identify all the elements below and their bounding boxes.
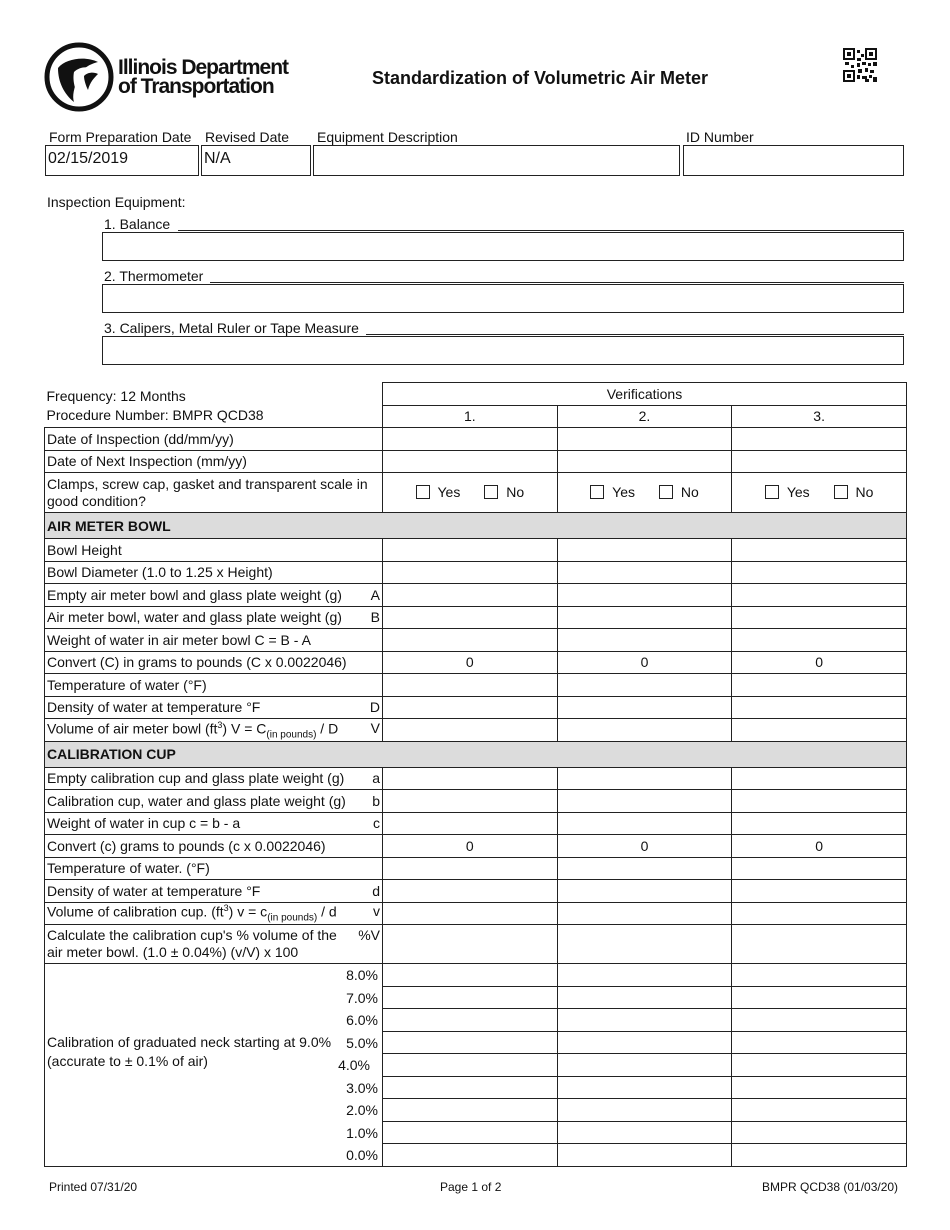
procedure-number-text: Procedure Number: BMPR QCD38 — [46, 406, 264, 423]
input-cell[interactable] — [383, 986, 558, 1009]
bowl-height-label: Bowl Height — [45, 539, 383, 562]
input-cell[interactable] — [557, 606, 732, 629]
no-checkbox-3[interactable] — [834, 484, 874, 500]
convert-c-value-1: 0 — [383, 835, 558, 858]
air-meter-bowl-section: AIR METER BOWL — [45, 513, 907, 539]
thermometer-label: 2. Thermometer — [104, 268, 204, 284]
date-next-inspection-label: Date of Next Inspection (mm/yy) — [45, 450, 383, 473]
convert-C-value-1: 0 — [383, 651, 558, 674]
calipers-underline — [366, 334, 904, 335]
input-cell[interactable] — [732, 696, 907, 719]
input-cell[interactable] — [557, 964, 732, 987]
column-header-1: 1. — [383, 405, 558, 428]
input-cell[interactable] — [557, 561, 732, 584]
checkbox-icon[interactable] — [590, 485, 604, 499]
input-cell[interactable] — [557, 1009, 732, 1032]
input-cell[interactable] — [383, 857, 558, 880]
qr-code-icon — [843, 48, 877, 82]
input-cell[interactable] — [557, 450, 732, 473]
input-cell[interactable] — [732, 880, 907, 903]
input-cell[interactable] — [732, 790, 907, 813]
input-cell[interactable] — [383, 1121, 558, 1144]
neck-percent: 8.0% — [346, 967, 378, 983]
equipment-description-label: Equipment Description — [317, 129, 458, 145]
input-cell[interactable] — [732, 450, 907, 473]
input-cell[interactable] — [383, 450, 558, 473]
density-D-label: Density of water at temperature °F — [47, 699, 261, 716]
input-cell[interactable] — [557, 719, 732, 742]
input-cell[interactable] — [732, 986, 907, 1009]
convert-c-label: Convert (c) grams to pounds (c x 0.0022046) — [45, 835, 383, 858]
table-row — [45, 651, 907, 674]
date-inspection-label: Date of Inspection (dd/mm/yy) — [45, 428, 383, 451]
input-cell[interactable] — [732, 428, 907, 451]
bowl-diameter-label: Bowl Diameter (1.0 to 1.25 x Height) — [45, 561, 383, 584]
convert-c-value-2: 0 — [557, 835, 732, 858]
input-cell[interactable] — [557, 790, 732, 813]
frequency-text: Frequency: 12 Months — [46, 387, 186, 404]
input-cell[interactable] — [557, 696, 732, 719]
letter-pctV: %V — [358, 927, 380, 943]
no-label: No — [506, 483, 525, 500]
input-cell[interactable] — [732, 539, 907, 562]
input-cell[interactable] — [557, 1144, 732, 1167]
balance-underline — [178, 230, 904, 231]
input-cell[interactable] — [557, 1076, 732, 1099]
convert-C-value-3: 0 — [732, 651, 907, 674]
input-cell[interactable] — [732, 1076, 907, 1099]
table-row — [45, 880, 907, 903]
input-cell[interactable] — [383, 674, 558, 697]
neck-calibration-cell — [45, 964, 383, 1167]
table-row — [45, 719, 907, 742]
input-cell[interactable] — [383, 880, 558, 903]
neck-percent: 4.0% — [338, 1057, 370, 1073]
input-cell[interactable] — [557, 674, 732, 697]
id-number-label: ID Number — [686, 129, 754, 145]
frequency-procedure-cell — [45, 383, 383, 428]
input-cell[interactable] — [557, 902, 732, 925]
input-cell[interactable] — [383, 767, 558, 790]
no-checkbox-1[interactable] — [484, 484, 524, 500]
column-header-2: 2. — [557, 405, 732, 428]
letter-B: B — [370, 609, 380, 626]
convert-C-value-2: 0 — [557, 651, 732, 674]
table-row — [45, 606, 907, 629]
input-cell[interactable] — [732, 606, 907, 629]
letter-b: b — [372, 792, 380, 809]
table-row — [45, 964, 907, 987]
input-cell[interactable] — [383, 1144, 558, 1167]
input-cell[interactable] — [732, 964, 907, 987]
table-row — [45, 428, 907, 451]
table-row — [45, 812, 907, 835]
input-cell[interactable] — [383, 925, 558, 964]
table-row — [45, 450, 907, 473]
yes-checkbox-2[interactable] — [590, 484, 635, 500]
org-name-line2: of Transportation — [118, 75, 274, 98]
density-d-label: Density of water at temperature °F — [47, 882, 261, 899]
checkbox-icon[interactable] — [416, 485, 430, 499]
input-cell[interactable] — [732, 1144, 907, 1167]
thermometer-underline — [210, 282, 904, 283]
form-prep-date-field[interactable]: 02/15/2019 — [45, 145, 199, 176]
input-cell[interactable] — [732, 584, 907, 607]
neck-percent: 7.0% — [346, 989, 378, 1006]
input-cell[interactable] — [732, 1121, 907, 1144]
input-cell[interactable] — [732, 674, 907, 697]
input-cell[interactable] — [732, 1009, 907, 1032]
idot-logo — [44, 42, 304, 112]
input-cell[interactable] — [383, 561, 558, 584]
neck-percent: 6.0% — [346, 1012, 378, 1028]
input-cell[interactable] — [732, 1031, 907, 1054]
input-cell[interactable] — [557, 880, 732, 903]
empty-cup-label: Empty calibration cup and glass plate weight (g) — [47, 770, 345, 787]
revised-date-field[interactable]: N/A — [201, 145, 311, 176]
input-cell[interactable] — [732, 1054, 907, 1077]
input-cell[interactable] — [383, 539, 558, 562]
equipment-description-field[interactable] — [313, 145, 680, 176]
table-row — [45, 902, 907, 925]
letter-v: v — [373, 903, 380, 920]
thermometer-field[interactable] — [102, 284, 904, 313]
input-cell[interactable] — [732, 561, 907, 584]
temperature-water-label: Temperature of water (°F) — [45, 674, 383, 697]
verifications-header: Verifications — [383, 383, 907, 406]
input-cell[interactable] — [383, 1009, 558, 1032]
balance-label: 1. Balance — [104, 216, 171, 232]
input-cell[interactable] — [557, 986, 732, 1009]
weight-water-bowl-label: Weight of water in air meter bowl C = B - A — [45, 629, 383, 652]
input-cell[interactable] — [732, 767, 907, 790]
input-cell[interactable] — [557, 539, 732, 562]
inspection-equipment-heading: Inspection Equipment: — [47, 194, 186, 210]
letter-a: a — [372, 770, 380, 787]
checkbox-icon[interactable] — [484, 485, 498, 499]
weight-water-cup-label: Weight of water in cup c = b - a — [47, 815, 241, 832]
yes-label: Yes — [786, 483, 810, 500]
input-cell[interactable] — [557, 428, 732, 451]
input-cell[interactable] — [557, 767, 732, 790]
calibration-cup-section: CALIBRATION CUP — [45, 741, 907, 767]
input-cell[interactable] — [557, 629, 732, 652]
neck-percent: 0.0% — [346, 1147, 378, 1163]
yes-label: Yes — [612, 483, 635, 500]
input-cell[interactable] — [732, 719, 907, 742]
input-cell[interactable] — [557, 812, 732, 835]
input-cell[interactable] — [732, 1099, 907, 1122]
volume-cup-label: Volume of calibration cup. $(ft^3) v = c_{(in pounds)} / d$ — [47, 903, 337, 924]
bowl-water-label: Air meter bowl, water and glass plate weight (g) — [47, 609, 342, 626]
input-cell[interactable] — [557, 584, 732, 607]
cup-water-label: Calibration cup, water and glass plate weight (g) — [47, 792, 346, 809]
neck-percent: 1.0% — [346, 1124, 378, 1141]
no-checkbox-2[interactable] — [659, 484, 699, 500]
input-cell[interactable] — [732, 902, 907, 925]
convert-C-label: Convert (C) in grams to pounds (C x 0.0022046) — [45, 651, 383, 674]
checkbox-icon[interactable] — [659, 485, 673, 499]
revised-date-label: Revised Date — [205, 129, 290, 145]
table-row — [45, 473, 907, 513]
table-row — [45, 584, 907, 607]
id-number-field[interactable] — [683, 145, 904, 176]
temperature-water2-label: Temperature of water. (°F) — [45, 857, 383, 880]
input-cell[interactable] — [557, 1031, 732, 1054]
input-cell[interactable] — [383, 812, 558, 835]
input-cell[interactable] — [383, 629, 558, 652]
table-row — [45, 767, 907, 790]
input-cell[interactable] — [383, 902, 558, 925]
neck-calibration-label: Calibration of graduated neck starting at 9.0% (accurate to ± 0.1% of air) — [47, 1034, 332, 1069]
table-row — [45, 561, 907, 584]
table-row — [45, 674, 907, 697]
verification-table — [44, 382, 907, 1167]
letter-A: A — [370, 586, 380, 603]
org-name-line1: Illinois Department — [118, 56, 289, 79]
table-row — [45, 925, 907, 964]
neck-percent: 3.0% — [346, 1079, 378, 1096]
checkbox-icon[interactable] — [765, 485, 779, 499]
input-cell[interactable] — [732, 629, 907, 652]
yes-label: Yes — [437, 483, 461, 500]
input-cell[interactable] — [732, 857, 907, 880]
no-label: No — [680, 483, 699, 500]
table-row — [45, 857, 907, 880]
empty-bowl-label: Empty air meter bowl and glass plate weight (g) — [47, 586, 342, 603]
neck-percent: 2.0% — [346, 1102, 378, 1118]
input-cell[interactable] — [383, 584, 558, 607]
checkbox-icon[interactable] — [834, 485, 848, 499]
table-row — [45, 696, 907, 719]
letter-c: c — [373, 815, 380, 832]
volume-bowl-label: Volume of air meter bowl $(ft^3) V = C_{(in pounds)} / D$ — [47, 719, 339, 740]
calipers-field[interactable] — [102, 336, 904, 365]
input-cell[interactable] — [557, 1099, 732, 1122]
input-cell[interactable] — [383, 1076, 558, 1099]
clamps-condition-label: Clamps, screw cap, gasket and transparent scale in good condition? — [45, 473, 383, 513]
table-row — [45, 790, 907, 813]
input-cell[interactable] — [557, 857, 732, 880]
printed-date: Printed 07/31/20 — [49, 1180, 138, 1194]
neck-percent: 5.0% — [346, 1034, 378, 1051]
input-cell[interactable] — [557, 1054, 732, 1077]
form-title: Standardization of Volumetric Air Meter — [372, 68, 709, 88]
input-cell[interactable] — [732, 925, 907, 964]
form-code: BMPR QCD38 (01/03/20) — [762, 1180, 899, 1194]
no-label: No — [855, 483, 874, 500]
letter-d: d — [372, 882, 380, 899]
input-cell[interactable] — [732, 812, 907, 835]
column-header-3: 3. — [732, 405, 907, 428]
input-cell[interactable] — [383, 1054, 558, 1077]
input-cell[interactable] — [557, 1121, 732, 1144]
input-cell[interactable] — [383, 606, 558, 629]
table-row — [45, 539, 907, 562]
table-row — [45, 835, 907, 858]
neck-percent-list — [338, 964, 378, 1167]
balance-field[interactable] — [102, 232, 904, 261]
page-number: Page 1 of 2 — [440, 1180, 502, 1194]
input-cell[interactable] — [383, 1031, 558, 1054]
letter-D: D — [369, 699, 380, 716]
convert-c-value-3: 0 — [732, 835, 907, 858]
calipers-label: 3. Calipers, Metal Ruler or Tape Measure — [104, 320, 359, 336]
table-row — [45, 629, 907, 652]
yes-checkbox-3[interactable] — [765, 484, 810, 500]
input-cell[interactable] — [383, 964, 558, 987]
yes-checkbox-1[interactable] — [416, 484, 461, 500]
input-cell[interactable] — [557, 925, 732, 964]
input-cell[interactable] — [383, 719, 558, 742]
input-cell[interactable] — [383, 428, 558, 451]
input-cell[interactable] — [383, 790, 558, 813]
input-cell[interactable] — [383, 696, 558, 719]
input-cell[interactable] — [383, 1099, 558, 1122]
idot-emblem-icon — [44, 42, 114, 112]
letter-V: V — [370, 719, 380, 736]
form-prep-date-label: Form Preparation Date — [49, 129, 192, 145]
calc-percent-label: Calculate the calibration cup's % volume of the air meter bowl. (1.0 ± 0.04%) (v/V) x 100 — [47, 927, 337, 960]
